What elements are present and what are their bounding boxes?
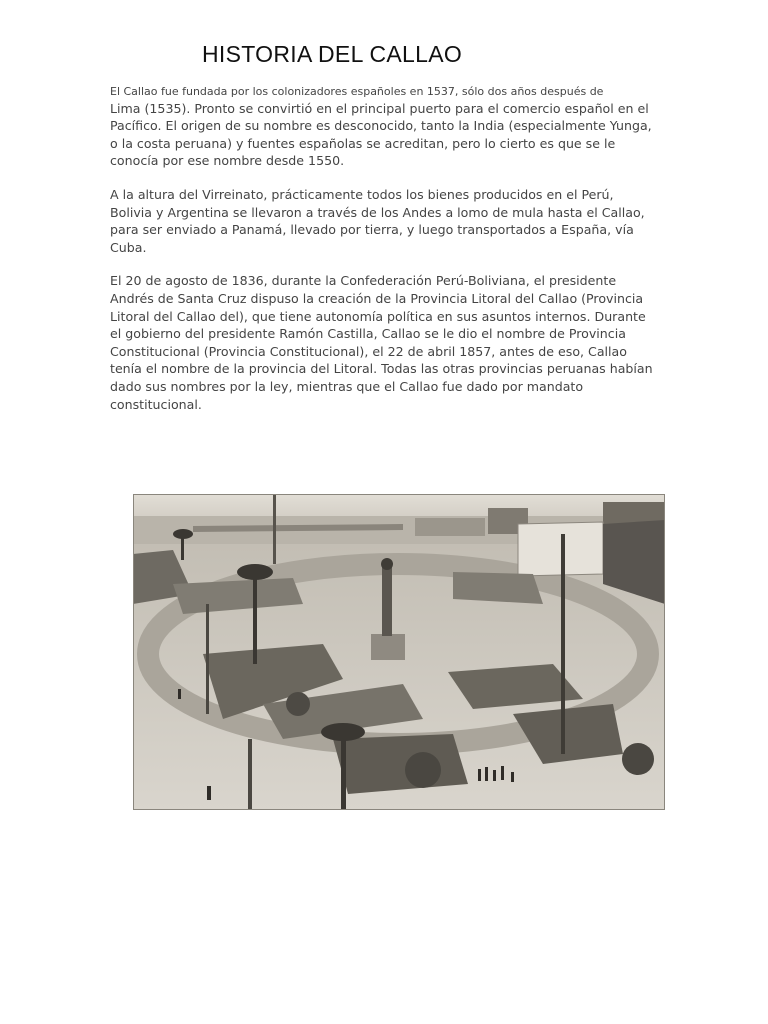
- paragraph-3: El 20 de agosto de 1836, durante la Confederación Perú-Boliviana, el presidente Andrés de Santa Cruz dispuso la creación de la Provincia Litoral del Callao (Provincia Litoral del Callao del), que tiene autonomía política en sus asuntos internos. Durante el gobierno del presidente Ramón Castilla, Callao se le dio el nombre de Provincia Constitucional (Provincia Constitucional), el 22 de abril 1857, antes de eso, Callao tenía el nombre de la provincia del Litoral. Todas las otras provincias peruanas habían dado sus nombres por la ley, mientras que el Callao fue dado por mandato constitucional.: [110, 273, 653, 412]
- lamp-post: [248, 739, 252, 809]
- monument-column: [382, 564, 392, 636]
- monument-top: [381, 558, 393, 570]
- paragraph-2: A la altura del Virreinato, prácticamente todos los bienes producidos en el Perú, Bolivia y Argentina se llevaron a través de los Andes a lomo de mula hasta el Callao, para ser enviado a Panamá, llevado por tierra, y luego transportados a España, vía Cuba.: [110, 186, 645, 255]
- lamp-post: [273, 494, 276, 564]
- garden-bed: [333, 734, 468, 794]
- harbor-building: [415, 518, 485, 536]
- shrub: [405, 752, 441, 788]
- shrub: [622, 743, 654, 775]
- shrub: [286, 692, 310, 716]
- lamp-post: [561, 534, 565, 754]
- right-building: [518, 522, 603, 576]
- monument-base: [371, 634, 405, 660]
- paragraph-1: [110, 82, 658, 170]
- page-title: HISTORIA DEL CALLAO: [202, 41, 463, 67]
- plaza-photo: [133, 494, 665, 810]
- paragraph-1-lead: El Callao fue fundada por los colonizadores españoles en 1537, sólo dos años después de: [110, 85, 604, 98]
- paragraph-1-rest: Lima (1535). Pronto se convirtió en el principal puerto para el comercio español en el Pacífico. El origen de su nombre es desconocido, tanto la India (especialmente Yunga, o la costa peruana) y fuentes españolas se acreditan, pero lo cierto es que se le conocía por ese nombre desde 1550.: [110, 100, 652, 169]
- garden-bed: [453, 572, 543, 604]
- document-body: [110, 82, 658, 413]
- lamp-post: [206, 604, 209, 714]
